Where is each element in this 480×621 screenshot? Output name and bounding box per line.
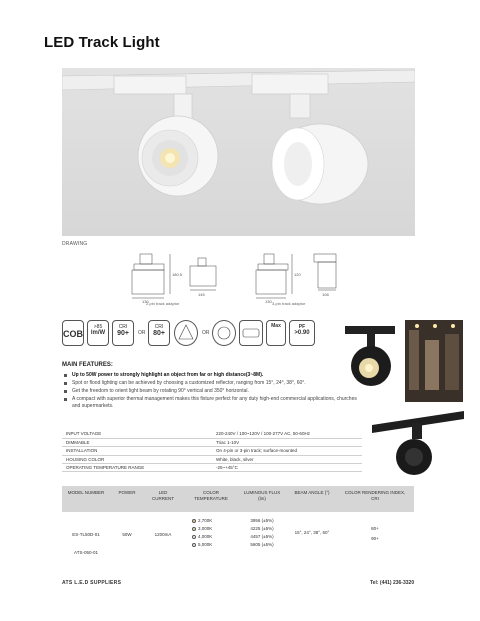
technical-drawing [62,248,415,304]
cri80-icon: CRI 80+ [148,320,170,346]
spec-row: INSTALLATION On 4-pin or 3-pin track; surface-mounted [62,447,362,455]
cri-value: 90+ [371,536,379,541]
cri-value: 80+ [371,526,379,531]
drawing-label: DRAWING [62,241,88,247]
caption-3pin: 3-pin track adaptor [272,301,306,306]
cct-row: 2,700K [192,518,238,524]
beam-angle-icon [174,320,198,346]
max-temp-icon: Max [266,320,286,346]
flux-value: 4225 (±5%) [250,526,274,531]
flux-value: 4457 (±5%) [250,534,274,539]
main-features-title: MAIN FEATURES: [62,362,113,368]
feature-item: A compact with superior thermal management makes this fixture perfect for any duty high-end commercial applications, churches and supermarkets. [62,396,362,409]
caption-2pin: 2-pin track adaptor [146,301,180,306]
beam-value: 15°, 24°, 38°, 60° [294,530,330,535]
cct-dot-icon [192,543,196,547]
dim-h1: 180.5 [172,272,183,277]
feature-item: Up to 50W power to strongly highlight an object from far or high distance(3~8M). [62,372,362,379]
model-number: ES-TL50D-01 [72,532,100,537]
col-cri: COLOR RENDERING INDEX, CRI [344,490,406,501]
col-current: LED CURRENT [152,490,174,501]
store-interior-photo [405,320,463,402]
spec-row: HOUSING COLOR White, black, silver [62,455,362,463]
col-beam: BEAM ANGLE (°) [294,490,330,495]
model-number: ATS-050-01 [74,550,98,555]
black-fixture-photo-2 [372,405,464,485]
col-model: MODEL NUMBER [67,490,105,495]
dim-h2: 120 [294,272,301,277]
spec-row: DIMMABLE Triac 1-10V [62,438,362,446]
cct-dot-icon [192,519,196,523]
cct-dot-icon [192,535,196,539]
dim-d2: 108 [322,292,329,297]
dimension-drawing [62,248,415,304]
current-value: 1200mA [154,532,172,537]
spec-row: INPUT VOLTAGE 220-240V / 100~120V / 100-277V AC, 50-60Hz [62,430,362,438]
feature-icons [62,320,322,348]
col-flux: LUMINOUS FLUX (lm) [243,490,281,501]
cct-row: 5,000K [192,542,238,548]
dim-w2: 130 [265,299,272,304]
feature-item: Get the freedom to orient light beam by rotating 90° vertical and 350° horizontal. [62,388,362,395]
cct-row: 3,000K [192,526,238,532]
footer-phone: Tel: (441) 236-3320 [370,580,415,586]
track-lights-illustration [62,68,415,236]
cob-icon: COB [62,320,84,346]
efficacy-icon: >85 lm/W [87,320,109,346]
features-list [62,372,362,411]
rotation-icon [212,320,236,346]
hero-product-photo [62,68,415,236]
cct-row: 4,000K [192,534,238,540]
spec-table [62,430,362,472]
dim-w1: 130 [142,299,149,304]
flux-value: 5605 (±5%) [250,542,274,547]
col-power: POWER [118,490,136,495]
or-label: OR [138,330,146,336]
cct-dot-icon [192,527,196,531]
footer-company: ATS L.E.D SUPPLIERS [62,580,122,586]
cri90-icon: CRI 90+ [112,320,134,346]
certification-icon [239,320,263,346]
page-title: LED Track Light [44,34,160,51]
or-label-2: OR [202,330,210,336]
flux-value: 3956 (±5%) [250,518,274,523]
power-factor-icon: PF >0.90 [289,320,315,346]
power-value: 50W [122,532,132,537]
feature-item: Spot or flood lighting can be achieved by choosing a customized reflector, ranging from 15°, 24°, 38°, 60°. [62,380,362,387]
spec-row: OPERATING TEMPERATURE RANGE -25~+45°C [62,464,362,472]
col-cct: COLOR TEMPERATURE [194,490,228,501]
dim-d1: 145 [198,292,205,297]
